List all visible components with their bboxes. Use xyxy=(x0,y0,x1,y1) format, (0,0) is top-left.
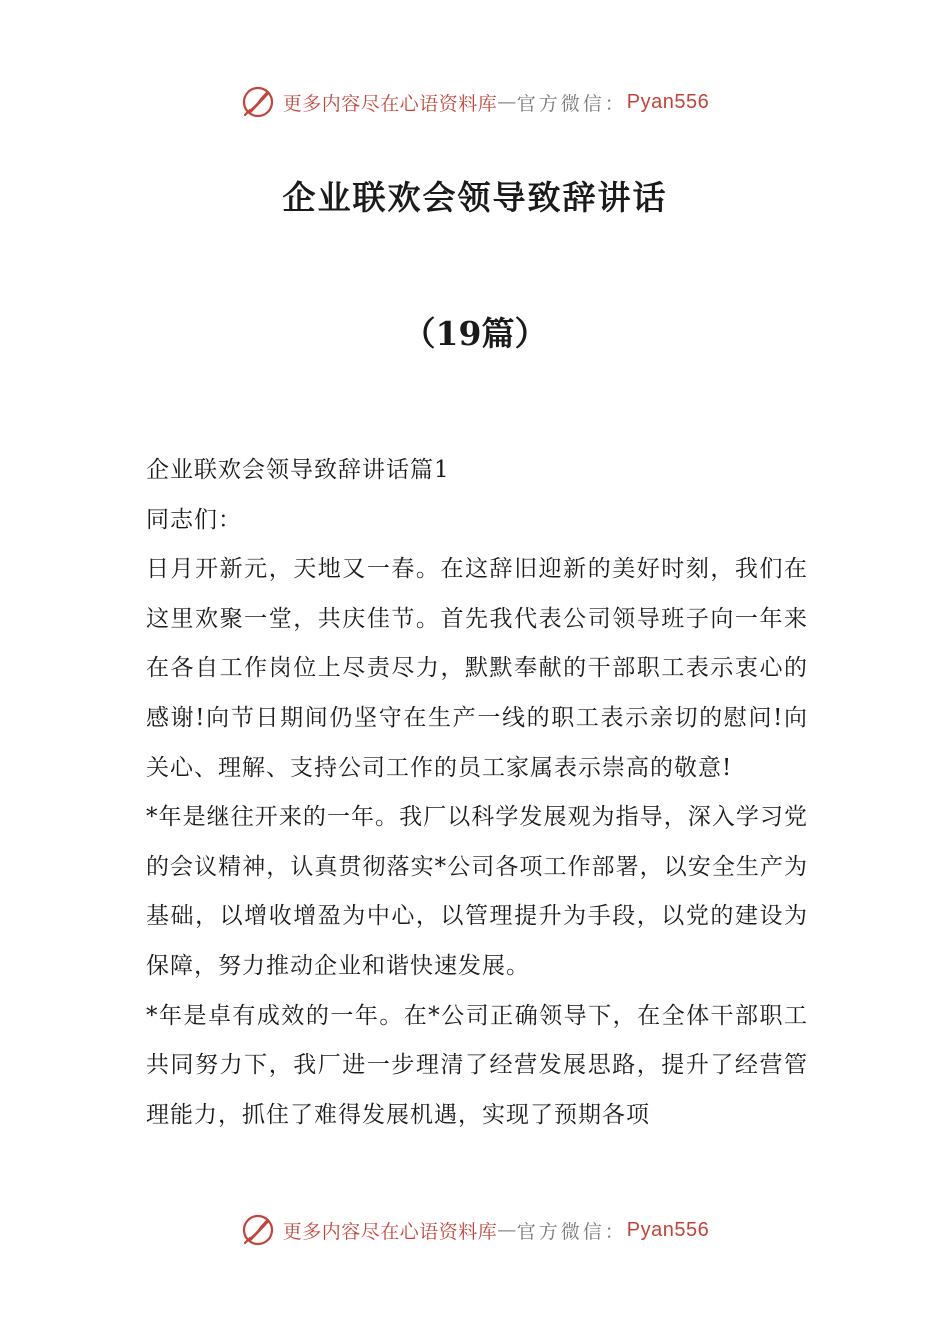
banner-separator: — xyxy=(497,1219,517,1241)
footer-banner xyxy=(0,1210,950,1250)
banner-separator: — xyxy=(497,91,517,113)
header-banner xyxy=(0,82,950,122)
banner-wechat-label: 官方微信： xyxy=(516,1220,627,1243)
banner-brand-text: 更多内容尽在心语资料库 xyxy=(282,92,498,115)
document-subtitle: （19篇） xyxy=(402,314,548,353)
banner-wechat-handle: Pyan556 xyxy=(626,1218,710,1241)
document-title: 企业联欢会领导致辞讲话 xyxy=(282,178,668,217)
section-heading: 企业联欢会领导致辞讲话篇1 xyxy=(146,457,450,483)
body-paragraph: 日月开新元，天地又一春。在这辞旧迎新的美好时刻，我们在这里欢聚一堂，共庆佳节。首先我代表公司领导班子向一年来在各自工作岗位上尽责尽力，默默奉献的干部职工表示衷心的感谢!向节日期间仍坚守在生产一线的职工表示亲切的慰问!向关心、理解、支持公司工作的员工家属表示崇高的敬意! xyxy=(146,556,808,781)
quill-logo-icon xyxy=(241,1213,275,1247)
document-body xyxy=(146,446,808,1140)
salutation: 同志们： xyxy=(146,506,242,533)
banner-wechat-handle: Pyan556 xyxy=(626,90,710,113)
quill-logo-icon xyxy=(241,85,275,119)
banner-brand-text: 更多内容尽在心语资料库 xyxy=(282,1220,498,1243)
banner-wechat-label: 官方微信： xyxy=(516,92,627,115)
body-paragraph: *年是继往开来的一年。我厂以科学发展观为指导，深入学习党的会议精神，认真贯彻落实*公司各项工作部署，以安全生产为基础，以增收增盈为中心，以管理提升为手段，以党的建设为保障，努力推动企业和谐快速发展。 xyxy=(146,804,808,979)
body-paragraph: *年是卓有成效的一年。在*公司正确领导下，在全体干部职工共同努力下，我厂进一步理清了经营发展思路，提升了经营管理能力，抓住了难得发展机遇，实现了预期各项 xyxy=(146,1002,808,1128)
